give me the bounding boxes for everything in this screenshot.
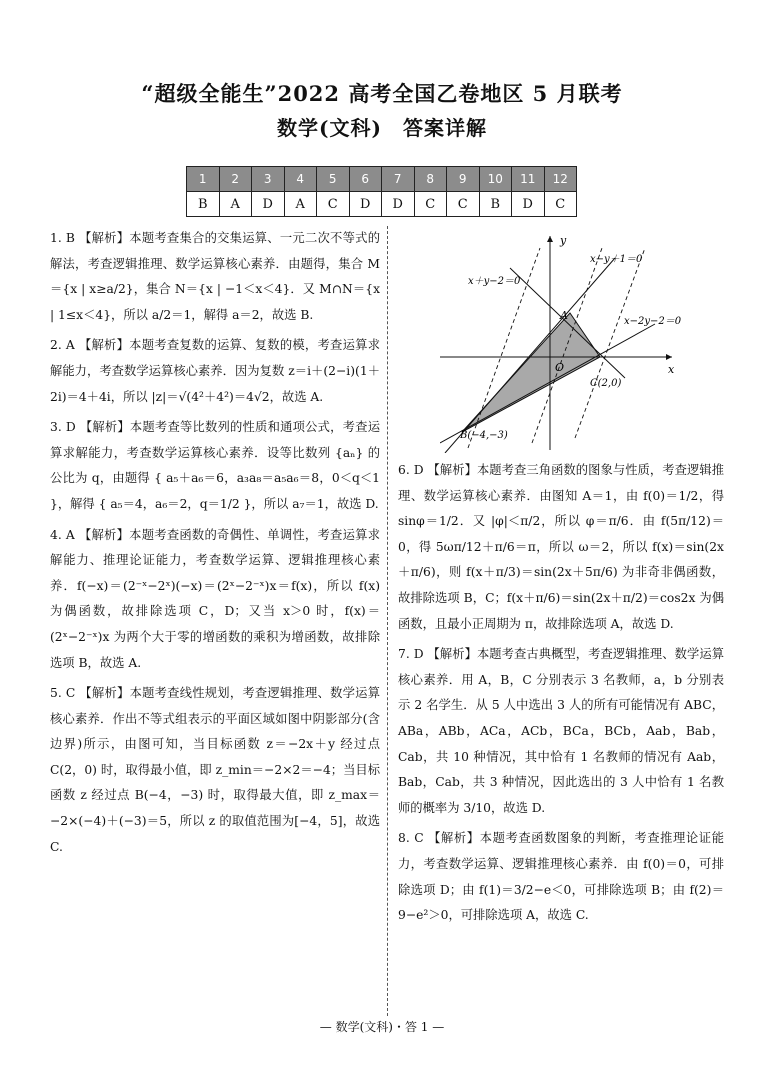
question-number: 3 xyxy=(252,167,285,192)
question-number: 2 xyxy=(219,167,252,192)
feasible-region xyxy=(462,313,600,432)
point-b-label: B(−4,−3) xyxy=(460,430,508,441)
solution-q4: 4. A 【解析】本题考查函数的奇偶性、单调性，考查运算求解能力、推理论证能力，考查数学运算、逻辑推理核心素养．f(−x)＝(2⁻ˣ−2ˣ)(−x)＝(2ˣ−2⁻ˣ)x＝f(x)，所以 f(x) 为偶函数，故排除选项 C，D；又当 x＞0 时，f(x)＝(2ˣ−2⁻ˣ)x 为两个大于零的增函数的乘积为增函数，故排除选项 B，故选 A. xyxy=(50,527,380,670)
answer-cell: D xyxy=(382,192,415,217)
solution-q7: 7. D 【解析】本题考查古典概型，考查逻辑推理、数学运算核心素养．用 A，B，C 分别表示 3 名教师，a，b 分别表示 2 名学生．从 5 人中选出 3 人的所有可能情况有 ABC，ABa，ABb，ACa，ACb，BCa，BCb，Aab，Bab，Cab，共 10 种情况，其中恰有 1 名教师的情况有 Aab，Bab，Cab，共 3 种情况，因此选出的 3 人中恰有 1 名教师的概率为 3/10，故选 D. xyxy=(398,647,724,815)
column-divider xyxy=(387,226,388,1016)
answer-cell: C xyxy=(317,192,350,217)
answer-cell: A xyxy=(219,192,252,217)
line3-label: x−2y−2＝0 xyxy=(624,316,682,327)
answer-table-header-row xyxy=(187,167,577,192)
line1-label: x−y＋1＝0 xyxy=(590,254,643,265)
question-number: 1 xyxy=(187,167,220,192)
solution-q1: 1. B 【解析】本题考查集合的交集运算、一元二次不等式的解法，考查逻辑推理、数学运算核心素养．由题得，集合 M＝{x | x≥a/2}，集合 N＝{x | −1＜x＜4}．又 M∩N＝{x | 1≤x＜4}，所以 a/2＝1，解得 a＝2，故选 B. xyxy=(50,231,380,322)
question-number: 6 xyxy=(349,167,382,192)
question-number: 10 xyxy=(479,167,512,192)
origin-label: O xyxy=(555,361,565,374)
left-column xyxy=(50,226,380,865)
answer-cell: D xyxy=(349,192,382,217)
answer-cell: B xyxy=(479,192,512,217)
x-axis-label: x xyxy=(668,363,675,376)
solution-q6: 6. D 【解析】本题考查三角函数的图象与性质，考查逻辑推理、数学运算核心素养．由图知 A＝1，由 f(0)＝1/2，得 sinφ＝1/2．又 |φ|＜π/2，所以 φ＝π/6．由 f(5π/12)＝0，得 5ωπ/12＋π/6＝π，所以 ω＝2，所以 f(x)＝sin(2x＋π/6)，则 f(x＋π/3)＝sin(2x＋5π/6) 为非奇非偶函数，故排除选项 B，C；f(x＋π/6)＝sin(2x＋π/2)＝cos2x 为偶函数，且最小正周期为 π，故排除选项 A，故选 D. xyxy=(398,463,724,631)
question-number: 4 xyxy=(284,167,317,192)
question-number: 7 xyxy=(382,167,415,192)
y-axis-label: y xyxy=(560,234,567,247)
question-number: 12 xyxy=(544,167,577,192)
answer-cell: D xyxy=(252,192,285,217)
answer-cell: D xyxy=(512,192,545,217)
answer-table xyxy=(186,166,577,217)
answer-cell: C xyxy=(447,192,480,217)
question-number: 8 xyxy=(414,167,447,192)
solution-q5: 5. C 【解析】本题考查线性规划，考查逻辑推理、数学运算核心素养．作出不等式组表示的平面区域如图中阴影部分(含边界)所示，由图可知，当目标函数 z＝−2x＋y 经过点 C(2，0) 时，取得最小值，即 z_min＝−2×2＝−4；当目标函数 z 经过点 B(−4，−3) 时，取得最大值，即 z_max＝−2×(−4)＋(−3)＝5，所以 z 的取值范围为[−4，5]，故选 C. xyxy=(50,686,380,854)
answer-cell: C xyxy=(414,192,447,217)
line2-label: x＋y−2＝0 xyxy=(468,276,521,287)
solution-q3: 3. D 【解析】本题考查等比数列的性质和通项公式，考查运算求解能力，考查数学运算核心素养．设等比数列 {aₙ} 的公比为 q，由题得 { a₅＋a₆＝6，a₃a₈＝a₅a₆＝8，0＜q＜1 }，解得 { a₅＝4，a₆＝2，q＝1/2 }，所以 a₇＝1，故选 D. xyxy=(50,420,380,511)
question-number: 11 xyxy=(512,167,545,192)
question-number: 5 xyxy=(317,167,350,192)
page-subtitle: 数学(文科) 答案详解 xyxy=(277,116,487,140)
point-a-label: A xyxy=(560,309,568,322)
solution-q2: 2. A 【解析】本题考查复数的运算、复数的模，考查运算求解能力，考查数学运算核心素养．因为复数 z＝i＋(2−i)(1＋2i)＝4＋4i，所以 |z|＝√(4²＋4²)＝4√2，故选 A. xyxy=(50,338,380,404)
answer-table-answer-row xyxy=(187,192,577,217)
answer-cell: B xyxy=(187,192,220,217)
answer-cell: C xyxy=(544,192,577,217)
right-column xyxy=(398,458,724,934)
page-title: “超级全能生”2022 高考全国乙卷地区 5 月联考 xyxy=(141,81,623,106)
linear-programming-figure xyxy=(440,228,690,453)
question-number: 9 xyxy=(447,167,480,192)
answer-cell: A xyxy=(284,192,317,217)
point-c-label: C(2,0) xyxy=(590,378,622,389)
page-footer: — 数学(文科)・答 1 — xyxy=(319,1020,445,1034)
solution-q8: 8. C 【解析】本题考查函数图象的判断，考查推理论证能力，考查数学运算、逻辑推理核心素养．由 f(0)＝0，可排除选项 D；由 f(1)＝3/2−e＜0，可排除选项 B；由 f(2)＝9−e²＞0，可排除选项 A，故选 C. xyxy=(398,831,724,923)
